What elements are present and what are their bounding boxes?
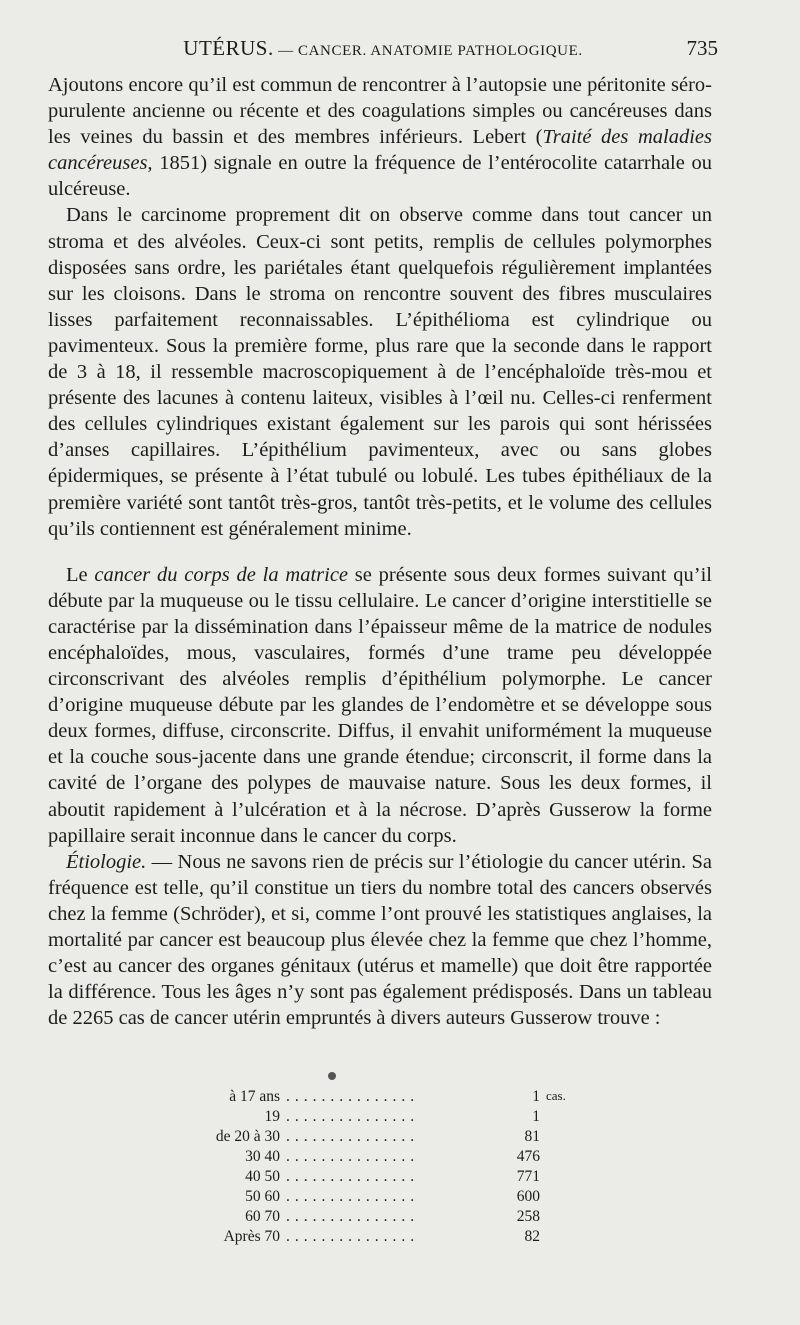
age-range: 30 40 xyxy=(245,1148,280,1165)
age-range: 60 70 xyxy=(245,1208,280,1225)
case-count: 1 xyxy=(532,1088,540,1105)
age-range: 40 50 xyxy=(245,1168,280,1185)
case-count: 81 xyxy=(524,1128,540,1145)
paragraph-1-book-title: Traité des maladies cancéreuses, xyxy=(48,126,712,175)
age-range: de 20 à 30 xyxy=(215,1128,280,1145)
paragraph-2: Dans le carcinome proprement dit on observe comme dans tout cancer un stroma et des alvéoles. Ceux-ci sont petits, remplis de cellules polymorphes disposées sans ordre, les pariétales étant quelquefois régulièrement implantées sur les cloisons. Dans le stroma on rencontre souvent des fibres musculaires lisses parfaitement reconnaissables. L’épithélioma est cylindrique ou pavimenteux. Sous la première forme, plus rare que la seconde dans le rapport de 3 à 18, il ressemble macroscopiquement à de l’encéphaloïde très-mou et présente des lacunes à contenu laiteux, visibles à l’œil nu. Celles-ci renferment des cellules cylindriques existant également sur les parois qui sont hérissées d’anses capillaires. L’épithélium pavimenteux, avec ou sans globes épidermiques, se présente à l’état tubulé ou lobulé. Les tubes épithéliaux de la première variété sont tantôt très-gros, tantôt très-petits, et le volume des cellules qu’ils contiennent est généralement minime. xyxy=(48,204,712,540)
paragraph-1-text: Ajoutons encore qu’il est commun de rencontrer à l’autopsie une péritonite séro-purulente ancienne ou récente et des coagulations simples ou cancéreuses dans les veines du bassin et des membres inférieurs. Lebert ( xyxy=(48,74,712,149)
paragraph-3-text: se présente sous deux formes suivant qu’il débute par la muqueuse ou le tissu cellulaire. Le cancer d’origine interstitielle se caractérise par la dissémination dans l’épaisseur même de la matrice de nodules encéphaloïdes, mous, vasculaires, formés d’une trame peu développée circonscrivant des alvéoles remplis d’épithélium polymorphe. Le cancer d’origine muqueuse débute par les glandes de l’endomètre et se développe sous deux formes, diffuse, circonscrite. Diffus, il envahit uniformément la muqueuse et la couche sous-jacente dans une grande étendue; circonscrit, il forme dans la cavité de l’organe des polypes de mauvaise nature. Sous les deux formes, il aboutit rapidement à l’ulcération et à la nécrose. D’après Gusserow la forme papillaire serait inconnue dans le cancer du corps. xyxy=(48,563,712,847)
paragraph-1-end: 1851) signale en outre la fréquence de l’entérocolite catarrhale ou ulcéreuse. xyxy=(48,152,712,201)
leader-dots: ............... xyxy=(286,1208,420,1225)
table-row xyxy=(150,1168,590,1188)
case-count: 258 xyxy=(516,1208,540,1225)
age-range: à 17 ans xyxy=(229,1088,280,1105)
case-count: 82 xyxy=(524,1228,540,1245)
case-count: 476 xyxy=(516,1148,540,1165)
age-range: 50 60 xyxy=(245,1188,280,1205)
age-range: 19 xyxy=(264,1108,280,1125)
table-row xyxy=(150,1148,590,1168)
ink-spot xyxy=(328,1072,336,1080)
paragraph-1 xyxy=(48,72,712,202)
paragraph-3-start: Le xyxy=(66,563,95,586)
paragraph-4 xyxy=(48,849,712,1032)
paragraph-4-text: — Nous ne savons rien de précis sur l’étiologie du cancer utérin. Sa fréquence est telle, qu’il constitue un tiers du nombre total des cancers observés chez la femme (Schröder), et si, comme l’ont prouvé les statistiques anglaises, la mortalité par cancer est beaucoup plus élevée chez la femme que chez l’homme, c’est au cancer des organes génitaux (utérus et mamelle) que doit être rapportée la différence. Tous les âges n’y sont pas également prédisposés. Dans un tableau de 2265 cas de cancer utérin empruntés à divers auteurs Gusserow trouve : xyxy=(48,850,712,1030)
case-count: 600 xyxy=(516,1188,540,1205)
leader-dots: ............... xyxy=(286,1088,420,1105)
page-number: 735 xyxy=(686,36,718,60)
table-row xyxy=(150,1108,590,1128)
paragraph-3 xyxy=(48,562,712,849)
table-row xyxy=(150,1188,590,1208)
running-title xyxy=(48,36,718,61)
page-header xyxy=(48,36,718,64)
running-title-rest: — CANCER. ANATOMIE PATHOLOGIQUE. xyxy=(273,43,583,59)
case-count: 1 xyxy=(532,1108,540,1125)
leader-dots: ............... xyxy=(286,1108,420,1125)
body-text xyxy=(48,72,712,1031)
table-row xyxy=(150,1088,590,1108)
table-row xyxy=(150,1208,590,1228)
table-row xyxy=(150,1228,590,1248)
paragraph-3-italic: cancer du corps de la matrice xyxy=(94,563,349,586)
etiologie-heading: Étiologie. xyxy=(66,850,147,873)
count-unit: cas. xyxy=(546,1088,566,1103)
table-row xyxy=(150,1128,590,1148)
leader-dots: ............... xyxy=(286,1128,420,1145)
case-count: 771 xyxy=(516,1168,540,1185)
leader-dots: ............... xyxy=(286,1148,420,1165)
age-statistics-table xyxy=(150,1088,590,1248)
leader-dots: ............... xyxy=(286,1188,420,1205)
age-range: Après 70 xyxy=(223,1228,280,1245)
leader-dots: ............... xyxy=(286,1168,420,1185)
leader-dots: ............... xyxy=(286,1228,420,1245)
running-title-main: UTÉRUS. xyxy=(183,36,274,60)
